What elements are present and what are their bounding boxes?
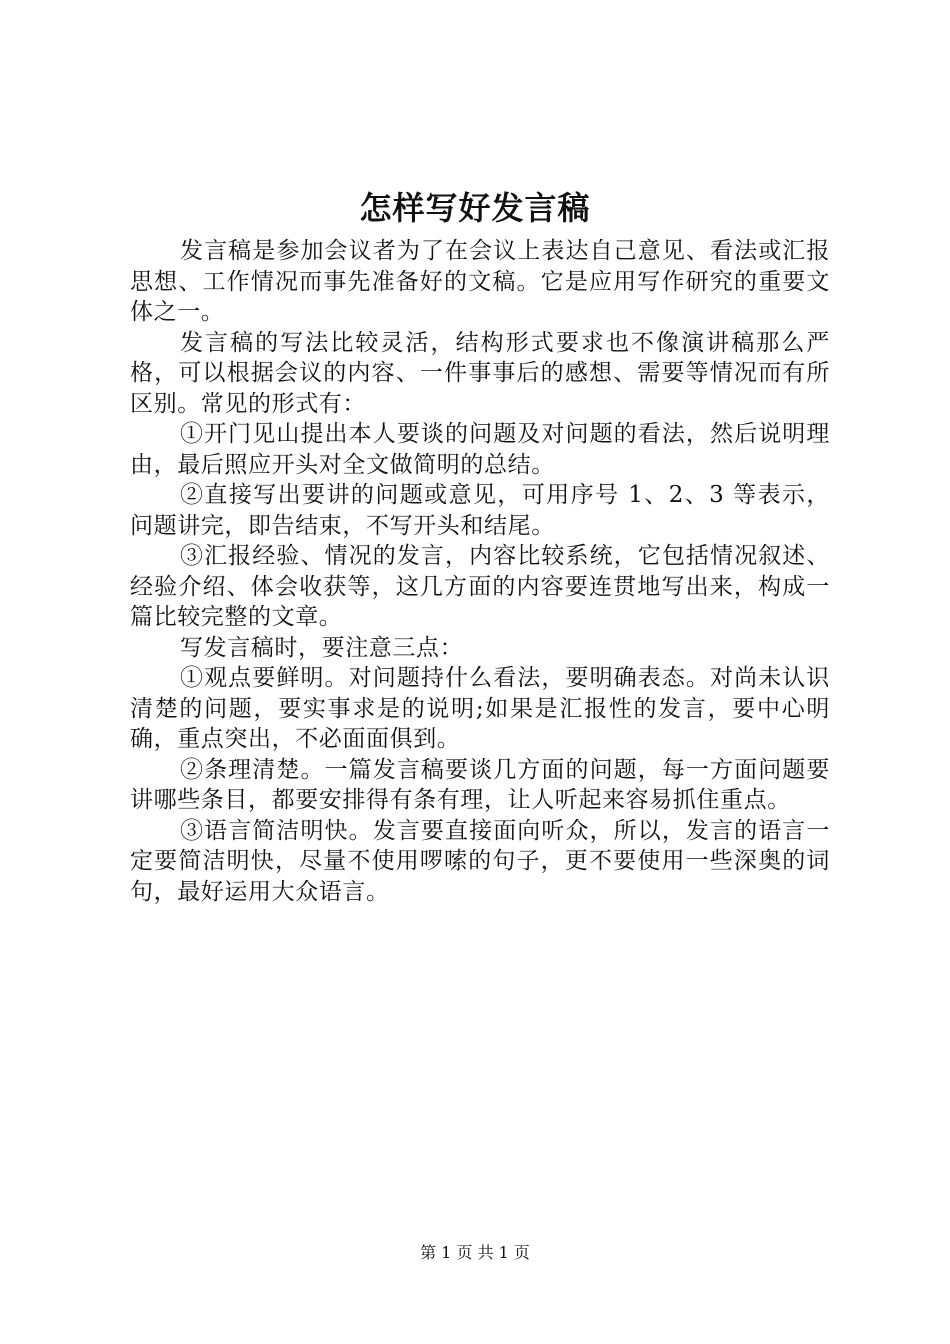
paragraph-note-1: ①观点要鲜明。对问题持什么看法，要明确表态。对尚未认识清楚的问题，要实事求是的说明;如果是汇报性的发言，要中心明确，重点突出，不必面面俱到。: [130, 665, 830, 752]
paragraph-form-1: ①开门见山提出本人要谈的问题及对问题的看法，然后说明理由，最后照应开头对全文做简明的总结。: [130, 421, 830, 478]
paragraph-form-3: ③汇报经验、情况的发言，内容比较系统，它包括情况叙述、经验介绍、体会收获等，这几方面的内容要连贯地写出来，构成一篇比较完整的文章。: [130, 543, 830, 630]
paragraph-form-2: ②直接写出要讲的问题或意见，可用序号 1、2、3 等表示，问题讲完，即告结束，不写开头和结尾。: [130, 482, 830, 539]
paragraph-intro: 发言稿是参加会议者为了在会议上表达自己意见、看法或汇报思想、工作情况而事先准备好的文稿。它是应用写作研究的重要文体之一。: [130, 238, 830, 325]
paragraph-note-3: ③语言简洁明快。发言要直接面向听众，所以，发言的语言一定要简洁明快，尽量不使用啰嗦的句子，更不要使用一些深奥的词句，最好运用大众语言。: [130, 817, 830, 905]
paragraph-note-2: ②条理清楚。一篇发言稿要谈几方面的问题，每一方面问题要讲哪些条目，都要安排得有条有理，让人听起来容易抓住重点。: [130, 756, 830, 813]
paragraph-notes-heading: 写发言稿时，要注意三点：: [180, 634, 464, 661]
document-body: [130, 236, 830, 907]
document-title: 怎样写好发言稿: [359, 189, 591, 227]
paragraph-forms: 发言稿的写法比较灵活，结构形式要求也不像演讲稿那么严格，可以根据会议的内容、一件事事后的感想、需要等情况而有所区别。常见的形式有：: [130, 329, 830, 417]
page-number-footer: 第 1 页 共 1 页: [420, 1243, 530, 1262]
